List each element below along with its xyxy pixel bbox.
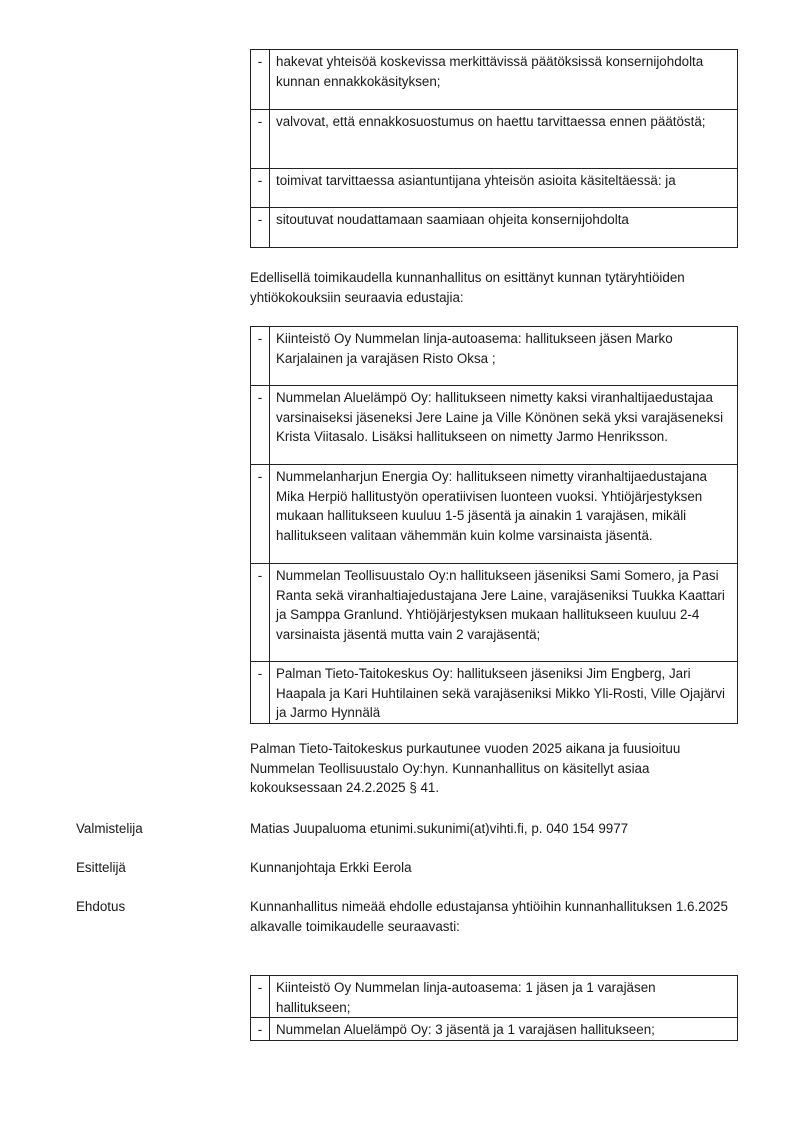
intro-paragraph: Edellisellä toimikaudella kunnanhallitus on esittänyt kunnan tytäryhtiöiden yhtiökokouksiin seuraavia edustajia:	[250, 270, 685, 305]
preparer-value: Matias Juupaluoma etunimi.sukunimi(at)vihti.fi, p. 040 154 9977	[250, 821, 629, 836]
preparer-label: Valmistelija	[76, 821, 143, 836]
merger-paragraph: Palman Tieto-Taitokeskus purkautunee vuoden 2025 aikana ja fuusioituu Nummelan Teollisuustalo Oy:hyn. Kunnanhallitus on käsitellyt asiaa kokouksessaan 24.2.2025 § 41.	[250, 741, 681, 795]
table-cell-text: Kiinteistö Oy Nummelan linja-autoasema: hallitukseen jäsen Marko Karjalainen ja varajäsen Risto Oksa ;	[270, 327, 738, 386]
table-row	[251, 208, 738, 248]
list-dash: -	[251, 208, 270, 248]
table-cell-text: valvovat, että ennakkosuostumus on haettu tarvittaessa ennen päätöstä;	[270, 110, 738, 169]
list-dash: -	[251, 50, 270, 110]
table-cell-text: hakevat yhteisöä koskevissa merkittävissä päätöksissä konsernijohdolta kunnan ennakkokäsityksen;	[270, 50, 738, 110]
table-row	[251, 110, 738, 169]
table-cell-text: Palman Tieto-Taitokeskus Oy: hallitukseen jäseniksi Jim Engberg, Jari Haapala ja Kari Huhtilainen sekä varajäseniksi Mikko Yli-Rosti, Ville Ojajärvi ja Jarmo Hynnälä	[270, 662, 738, 724]
list-dash: -	[251, 169, 270, 208]
proposal-label: Ehdotus	[76, 899, 126, 914]
table-cell-text: Nummelan Teollisuustalo Oy:n hallitukseen jäseniksi Sami Somero, ja Pasi Ranta sekä viranhaltiajedustajana Jere Laine, varajäseniksi Tuukka Kaattari ja Samppa Granlund. Yhtiöjärjestyksen mukaan hallitukseen kuuluu 2-4 varsinaista jäsentä mutta vain 2 varajäsentä;	[270, 564, 738, 662]
list-dash: -	[251, 110, 270, 169]
list-dash: -	[251, 1018, 270, 1041]
table-cell-text: sitoutuvat noudattamaan saamiaan ohjeita konsernijohdolta	[270, 208, 738, 248]
list-dash: -	[251, 465, 270, 564]
presenter-value: Kunnanjohtaja Erkki Eerola	[250, 860, 412, 875]
list-dash: -	[251, 386, 270, 465]
representatives-table	[250, 326, 738, 724]
table-row	[251, 564, 738, 662]
presenter-label: Esittelijä	[76, 860, 126, 875]
proposal-value: Kunnanhallitus nimeää ehdolle edustajansa yhtiöihin kunnanhallituksen 1.6.2025 alkavalle toimikaudelle seuraavasti:	[250, 899, 728, 934]
table-row	[251, 327, 738, 386]
table-cell-text: Nummelanharjun Energia Oy: hallitukseen nimetty viranhaltijaedustajana Mika Herpiö hallitustyön operatiivisen luonteen vuoksi. Yhtiöjärjestyksen mukaan hallitukseen kuuluu 1-5 jäsentä ja ainakin 1 varajäsen, mikäli hallitukseen valitaan vähemmän kuin kolme varsinaista jäsentä.	[270, 465, 738, 564]
table-cell-text: toimivat tarvittaessa asiantuntijana yhteisön asioita käsiteltäessä: ja	[270, 169, 738, 208]
table-row	[251, 50, 738, 110]
table-row	[251, 662, 738, 724]
table-cell-text: Kiinteistö Oy Nummelan linja-autoasema: 1 jäsen ja 1 varajäsen hallitukseen;	[270, 976, 738, 1018]
proposal-table	[250, 975, 738, 1041]
table-row	[251, 465, 738, 564]
table-row	[251, 169, 738, 208]
table-row	[251, 386, 738, 465]
list-dash: -	[251, 976, 270, 1018]
table-cell-text: Nummelan Aluelämpö Oy: 3 jäsentä ja 1 varajäsen hallitukseen;	[270, 1018, 738, 1041]
table-row	[251, 976, 738, 1018]
duties-table	[250, 49, 738, 248]
table-cell-text: Nummelan Aluelämpö Oy: hallitukseen nimetty kaksi viranhaltijaedustajaa varsinaiseksi jäseneksi Jere Laine ja Ville Könönen sekä yksi varajäseneksi Krista Viitasalo. Lisäksi hallitukseen on nimetty Jarmo Henriksson.	[270, 386, 738, 465]
table-row	[251, 1018, 738, 1041]
list-dash: -	[251, 327, 270, 386]
list-dash: -	[251, 564, 270, 662]
list-dash: -	[251, 662, 270, 724]
